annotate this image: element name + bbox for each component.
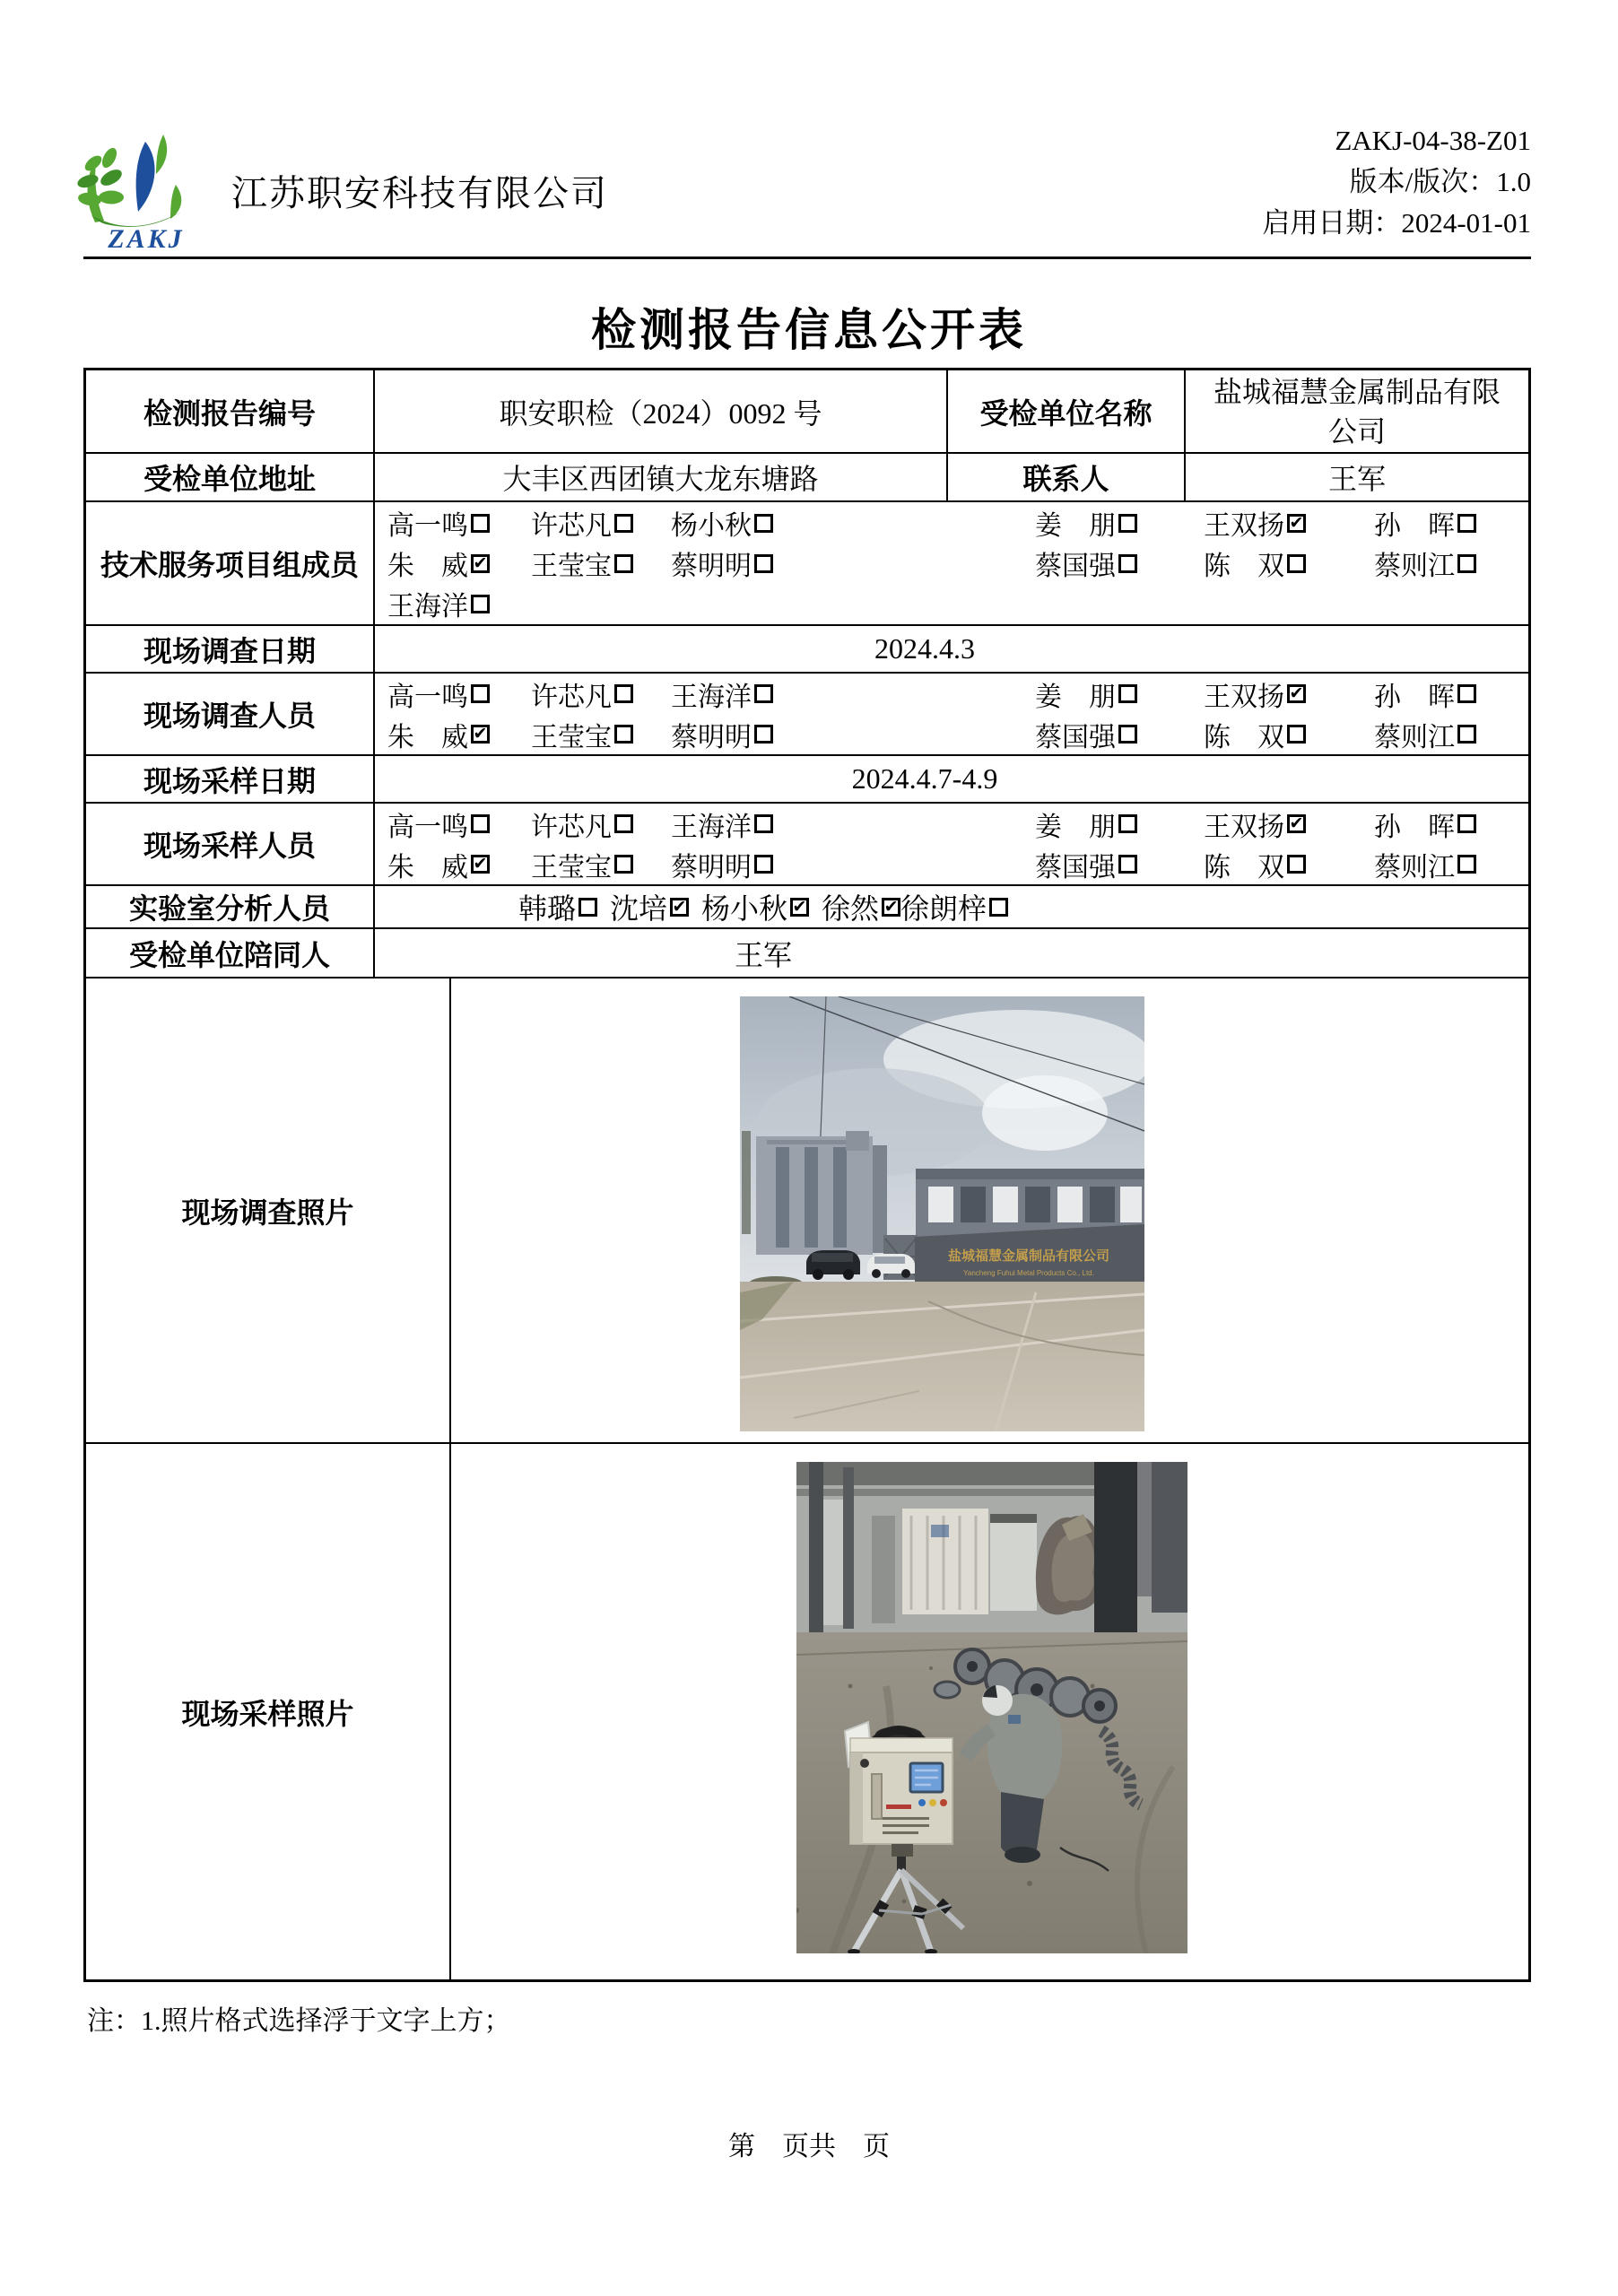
report-form-table: [83, 368, 1531, 1982]
row-tech-team: [86, 502, 1528, 626]
checkbox-icon: [1287, 514, 1306, 533]
member-name: 孙 晖: [1374, 804, 1476, 844]
member-name: 蔡明明: [671, 715, 773, 754]
logo-text: ZAKJ: [108, 224, 185, 254]
member-name: 王双扬 ✔: [1204, 503, 1306, 543]
survey-site-photo: [740, 996, 1144, 1431]
checkbox-icon: [754, 855, 773, 874]
lab-analysts-label: 实验室分析人员: [86, 886, 375, 927]
member-name: 徐然 ✔: [822, 886, 900, 927]
member-name: 杨小秋 ✔: [701, 886, 809, 927]
member-name: 许芯凡: [531, 804, 633, 844]
tech-team-members: [375, 502, 1528, 624]
member-name: 蔡明明: [671, 544, 773, 583]
survey-staff-members: [375, 674, 1528, 754]
company-name: 江苏职安科技有限公司: [231, 173, 608, 213]
member-name: 陈 双: [1204, 544, 1306, 583]
checkbox-icon: [1457, 684, 1476, 703]
member-name: 蔡则江: [1374, 544, 1476, 583]
member-name: 王海洋: [387, 584, 490, 623]
sampling-date-label: 现场采样日期: [86, 756, 375, 802]
checkbox-icon: [1457, 814, 1476, 833]
checkbox-icon: [471, 725, 490, 744]
unit-name-label: 受检单位名称: [948, 370, 1186, 452]
doc-start-date: 启用日期：2024-01-01: [1262, 207, 1531, 239]
checkbox-icon: [882, 898, 900, 917]
checkbox-icon: [1118, 814, 1137, 833]
row-unit-address: [86, 454, 1528, 502]
company-logo-icon: [70, 133, 222, 230]
member-line: [387, 544, 1528, 584]
sampling-staff-members: [375, 804, 1528, 884]
checkbox-icon: [1457, 725, 1476, 744]
member-name: 王双扬 ✔: [1204, 804, 1306, 844]
checkbox-icon: [1118, 684, 1137, 703]
sampling-photo-cell: [451, 1444, 1528, 1979]
page-title: 检测报告信息公开表: [591, 305, 1027, 355]
row-sampling-staff: [86, 804, 1528, 886]
member-name: 韩璐: [518, 886, 597, 927]
checkbox-icon: [1287, 684, 1306, 703]
checkbox-icon: [670, 898, 689, 917]
member-line: [387, 804, 1528, 844]
member-name: 徐朗梓: [900, 886, 1008, 927]
member-name: 王莹宝: [531, 544, 633, 583]
member-line: [387, 844, 1528, 884]
sampling-site-photo: [796, 1462, 1187, 1953]
tech-team-label: 技术服务项目组成员: [86, 502, 375, 624]
member-name: 王双扬 ✔: [1204, 674, 1306, 714]
checkbox-icon: [1287, 725, 1306, 744]
checkbox-icon: [1118, 725, 1137, 744]
checkbox-icon: [754, 725, 773, 744]
checkbox-icon: [790, 898, 809, 917]
member-line: [387, 503, 1528, 544]
checkbox-icon: [754, 554, 773, 573]
escort-label: 受检单位陪同人: [86, 929, 375, 977]
document-code-block: [1262, 120, 1531, 244]
member-name: 孙 晖: [1374, 674, 1476, 714]
checkbox-icon: [614, 684, 633, 703]
member-name: 孙 晖: [1374, 503, 1476, 543]
unit-address-value: 大丰区西团镇大龙东塘路: [375, 454, 948, 500]
factory-sign-en: Yancheng Fuhui Metal Products Co., Ltd.: [963, 1269, 1094, 1277]
checkbox-icon: [614, 725, 633, 744]
checkbox-icon: [614, 554, 633, 573]
unit-name-value: 盐城福慧金属制品有限公司: [1213, 375, 1501, 448]
member-line: [387, 584, 1528, 624]
checkbox-icon: [754, 684, 773, 703]
member-name: 蔡国强: [1035, 544, 1137, 583]
member-name: 蔡则江: [1374, 845, 1476, 884]
member-name: 蔡国强: [1035, 715, 1137, 754]
header-divider: [83, 257, 1531, 259]
row-sampling-date: [86, 756, 1528, 804]
member-name: 朱 威 ✔: [387, 715, 490, 754]
member-name: 姜 朋: [1035, 804, 1137, 844]
member-name: 高一鸣: [387, 674, 490, 714]
checkbox-icon: [989, 898, 1008, 917]
checkbox-icon: [578, 898, 597, 917]
member-name: 姜 朋: [1035, 503, 1137, 543]
row-report-no: [86, 370, 1528, 454]
contact-label: 联系人: [948, 454, 1186, 500]
lab-analysts-value: [375, 886, 1528, 927]
row-survey-staff: [86, 674, 1528, 756]
member-name: 姜 朋: [1035, 674, 1137, 714]
row-survey-photo: [86, 978, 1528, 1444]
survey-staff-label: 现场调查人员: [86, 674, 375, 754]
factory-sign-cn: 盐城福慧金属制品有限公司: [947, 1249, 1110, 1264]
checkbox-icon: [1287, 554, 1306, 573]
checkbox-icon: [471, 514, 490, 533]
checkbox-icon: [471, 684, 490, 703]
checkbox-icon: [1287, 814, 1306, 833]
doc-version: 版本/版次：1.0: [1349, 166, 1531, 197]
checkbox-icon: [471, 554, 490, 573]
survey-photo-label: 现场调查照片: [86, 978, 451, 1442]
sampling-date-value: 2024.4.7-4.9: [851, 762, 998, 795]
member-name: 高一鸣: [387, 804, 490, 844]
member-name: 朱 威 ✔: [387, 845, 490, 884]
member-name: 王海洋: [671, 804, 773, 844]
member-name: 许芯凡: [531, 503, 633, 543]
checkbox-icon: [614, 814, 633, 833]
doc-code: ZAKJ-04-38-Z01: [1335, 125, 1531, 156]
member-name: 朱 威 ✔: [387, 544, 490, 583]
checkbox-icon: [614, 855, 633, 874]
member-name: 陈 双: [1204, 715, 1306, 754]
row-survey-date: [86, 626, 1528, 674]
report-no-label: 检测报告编号: [86, 370, 375, 452]
checkbox-icon: [1457, 855, 1476, 874]
checkbox-icon: [614, 514, 633, 533]
checkbox-icon: [471, 595, 490, 613]
member-name: 陈 双: [1204, 845, 1306, 884]
page-number-footer: 第 页共 页: [728, 2132, 890, 2161]
member-name: 蔡明明: [671, 845, 773, 884]
checkbox-icon: [471, 855, 490, 874]
checkbox-icon: [1118, 855, 1137, 874]
row-sampling-photo: [86, 1444, 1528, 1979]
survey-photo-cell: [451, 978, 1528, 1442]
checkbox-icon: [471, 814, 490, 833]
member-name: 王莹宝: [531, 845, 633, 884]
checkbox-icon: [1287, 855, 1306, 874]
checkbox-icon: [1457, 514, 1476, 533]
member-name: 高一鸣: [387, 503, 490, 543]
row-lab-analysts: [86, 886, 1528, 929]
checkbox-icon: [754, 814, 773, 833]
survey-date-label: 现场调查日期: [86, 626, 375, 672]
member-name: 杨小秋: [671, 503, 773, 543]
row-escort: [86, 929, 1528, 978]
checkbox-icon: [1118, 514, 1137, 533]
member-name: 蔡则江: [1374, 715, 1476, 754]
sampling-photo-label: 现场采样照片: [86, 1444, 451, 1979]
member-name: 王海洋: [671, 674, 773, 714]
member-line: [387, 674, 1528, 714]
sampling-staff-label: 现场采样人员: [86, 804, 375, 884]
member-name: 王莹宝: [531, 715, 633, 754]
report-no-value: 职安职检（2024）0092 号: [375, 370, 948, 452]
footnote: 注：1.照片格式选择浮于文字上方；: [87, 2006, 511, 2036]
member-name: 许芯凡: [531, 674, 633, 714]
escort-value: 王军: [734, 938, 792, 971]
member-line: [387, 714, 1528, 754]
member-name: 沈培 ✔: [610, 886, 689, 927]
contact-value: 王军: [1327, 463, 1386, 495]
checkbox-icon: [1457, 554, 1476, 573]
survey-date-value: 2024.4.3: [874, 632, 975, 665]
checkbox-icon: [754, 514, 773, 533]
checkbox-icon: [1118, 554, 1137, 573]
unit-address-label: 受检单位地址: [86, 454, 375, 500]
member-name: 蔡国强: [1035, 845, 1137, 884]
